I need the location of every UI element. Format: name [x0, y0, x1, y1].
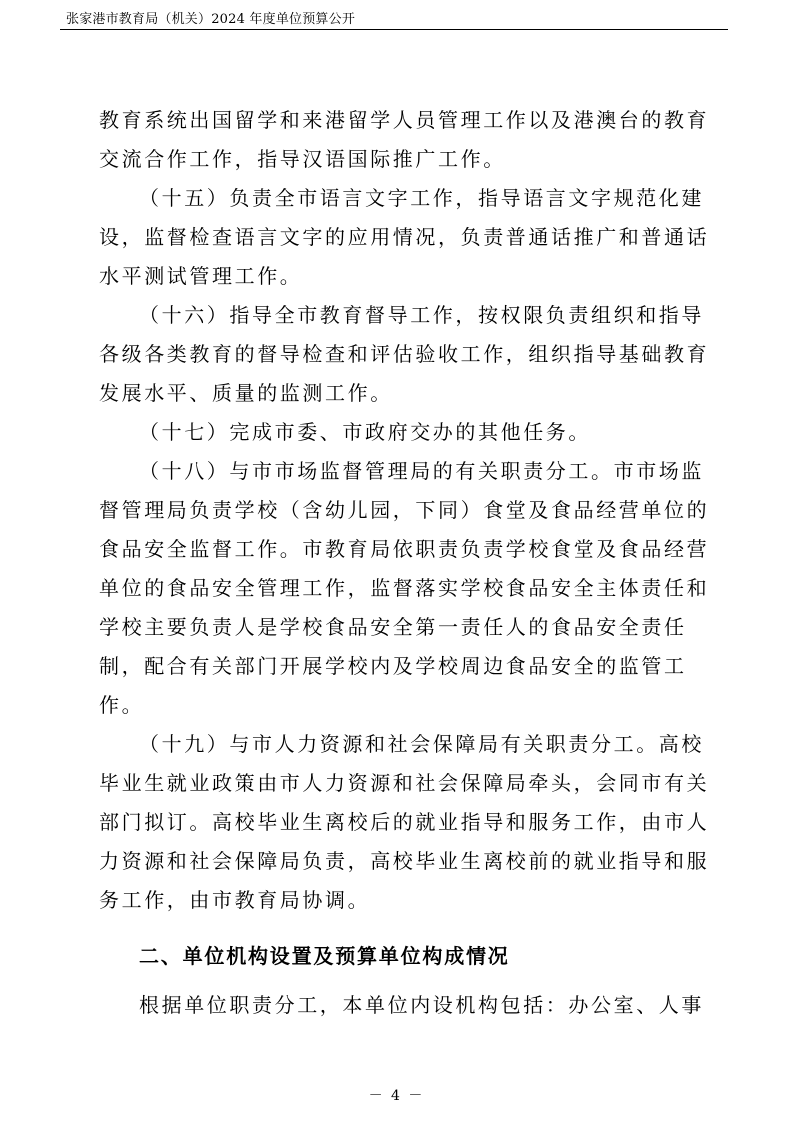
- paragraph-line: 务工作，由市教育局协调。: [99, 888, 371, 912]
- document-header: 张家港市教育局（机关）2024 年度单位预算公开: [66, 12, 356, 27]
- paragraph-line: 力资源和社会保障局负责，高校毕业生离校前的就业指导和服: [99, 849, 710, 873]
- paragraph-line: 制，配合有关部门开展学校内及学校周边食品安全的监管工: [99, 654, 687, 678]
- paragraph-line: 各级各类教育的督导检查和评估验收工作，组织指导基础教育: [99, 342, 710, 366]
- paragraph-line: 食品安全监督工作。市教育局依职责负责学校食堂及食品经营: [99, 537, 710, 561]
- paragraph-line: 水平测试管理工作。: [99, 264, 303, 288]
- paragraph-line: 发展水平、质量的监测工作。: [99, 381, 393, 405]
- paragraph-line: （十五）负责全市语言文字工作，指导语言文字规范化建: [139, 186, 704, 210]
- paragraph-line: （十六）指导全市教育督导工作，按权限负责组织和指导: [139, 303, 704, 327]
- paragraph-line: 交流合作工作，指导汉语国际推广工作。: [99, 147, 506, 171]
- paragraph-line: 作。: [99, 693, 145, 717]
- paragraph-line: 教育系统出国留学和来港留学人员管理工作以及港澳台的教育: [99, 108, 710, 132]
- section-heading: 二、单位机构设置及预算单位构成情况: [139, 944, 510, 968]
- paragraph-line: （十九）与市人力资源和社会保障局有关职责分工。高校: [139, 732, 704, 756]
- paragraph-line: 督管理局负责学校（含幼儿园，下同）食堂及食品经营单位的: [99, 498, 710, 522]
- header-divider: [60, 29, 728, 30]
- page-number: － 4 －: [368, 1088, 425, 1104]
- paragraph-line: 毕业生就业政策由市人力资源和社会保障局牵头，会同市有关: [99, 771, 710, 795]
- paragraph-line: （十七）完成市委、市政府交办的其他任务。: [139, 420, 591, 444]
- paragraph-line: 单位的食品安全管理工作，监督落实学校食品安全主体责任和: [99, 576, 710, 600]
- paragraph-line: 学校主要负责人是学校食品安全第一责任人的食品安全责任: [99, 615, 687, 639]
- paragraph-line: 部门拟订。高校毕业生离校后的就业指导和服务工作，由市人: [99, 810, 710, 834]
- document-body: [99, 101, 710, 1025]
- paragraph-line: 设，监督检查语言文字的应用情况，负责普通话推广和普通话: [99, 225, 710, 249]
- paragraph-line: 根据单位职责分工，本单位内设机构包括：办公室、人事: [139, 993, 704, 1017]
- paragraph-line: （十八）与市市场监督管理局的有关职责分工。市市场监: [139, 459, 704, 483]
